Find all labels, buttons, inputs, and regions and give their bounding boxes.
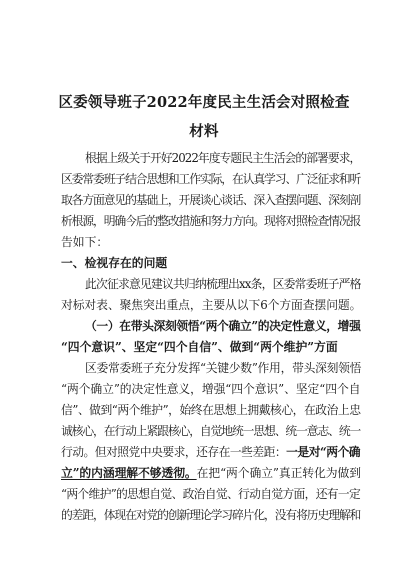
line-text-segment: 告如下： [61,235,109,249]
line-text-segment: 一、检视存在的问题 [61,256,168,270]
line-text-segment: 诚核心，在行动上紧跟核心，自觉地统一思想、统一意志、统一 [61,424,361,438]
paragraph-line [61,379,361,400]
line-text-segment: “两个确立”的决定性意义，增强“四个意识”、坚定“四个自 [61,382,361,396]
paragraph-line [61,400,361,421]
paragraph-line [61,148,361,169]
paragraph-line [61,253,361,274]
paragraph-line [61,211,361,232]
line-text-segment: 区委常委班子结合思想和工作实际，在认真学习、广泛征求和听 [61,172,361,186]
paragraph-line [61,274,361,295]
paragraph-line [61,484,361,505]
paragraph-line [61,169,361,190]
paragraph-line [61,316,361,337]
line-text-segment: “两个维护”的思想自觉、政治自觉、行动自觉方面，还有一定 [61,487,361,501]
line-text-segment: 行动。但对照党中央要求，还存在一些差距： [61,445,287,459]
paragraph-line [61,505,361,526]
paragraph-line [61,337,361,358]
paragraph-line [61,190,361,211]
paragraph-line [61,442,361,463]
paragraph-line [61,232,361,253]
document-body [61,148,361,526]
line-text-segment: 的差距，体现在对党的创新理论学习碎片化，没有将历史理解和 [61,508,361,522]
line-text-segment: 根据上级关于开好2022年度专题民主生活会的部署要求， [85,151,361,165]
line-text-segment: 取各方面意见的基础上，开展谈心谈话、深入查摆问题、深刻剖 [61,193,361,207]
line-text-segment: 区委常委班子充分发挥“关键少数”作用，带头深刻领悟 [85,361,362,375]
line-text-segment: “四个意识”、坚定“四个自信”、做到“两个维护”方面 [61,340,338,354]
paragraph-line [61,358,361,379]
line-text-segment: 此次征求意见建议共归纳梳理出xx条，区委常委班子严格 [85,277,361,291]
document-title-line-1: 区委领导班子2022年度民主生活会对照检查 [58,94,350,111]
line-text-segment: （一）在带头深刻领悟“两个确立”的决定性意义，增强 [85,319,361,333]
line-text-segment: 析根源，明确今后的整改措施和努力方向。现将对照检查情况报 [61,214,361,228]
line-text-segment: 在把“两个确立”真正转化为做到 [196,466,361,480]
line-text-segment: 信”、做到“两个维护”，始终在思想上拥戴核心，在政治上忠 [61,403,361,417]
document-title-line-2: 材料 [189,123,219,140]
paragraph-line [61,295,361,316]
paragraph-line [61,421,361,442]
line-text-segment: 立”的内涵理解不够透彻。 [61,466,197,480]
paragraph-line [61,463,361,484]
line-text-segment: 一是对“两个确 [286,445,360,459]
line-text-segment: 对标对表、聚焦突出重点，主要从以下6个方面查摆问题。 [61,298,362,312]
